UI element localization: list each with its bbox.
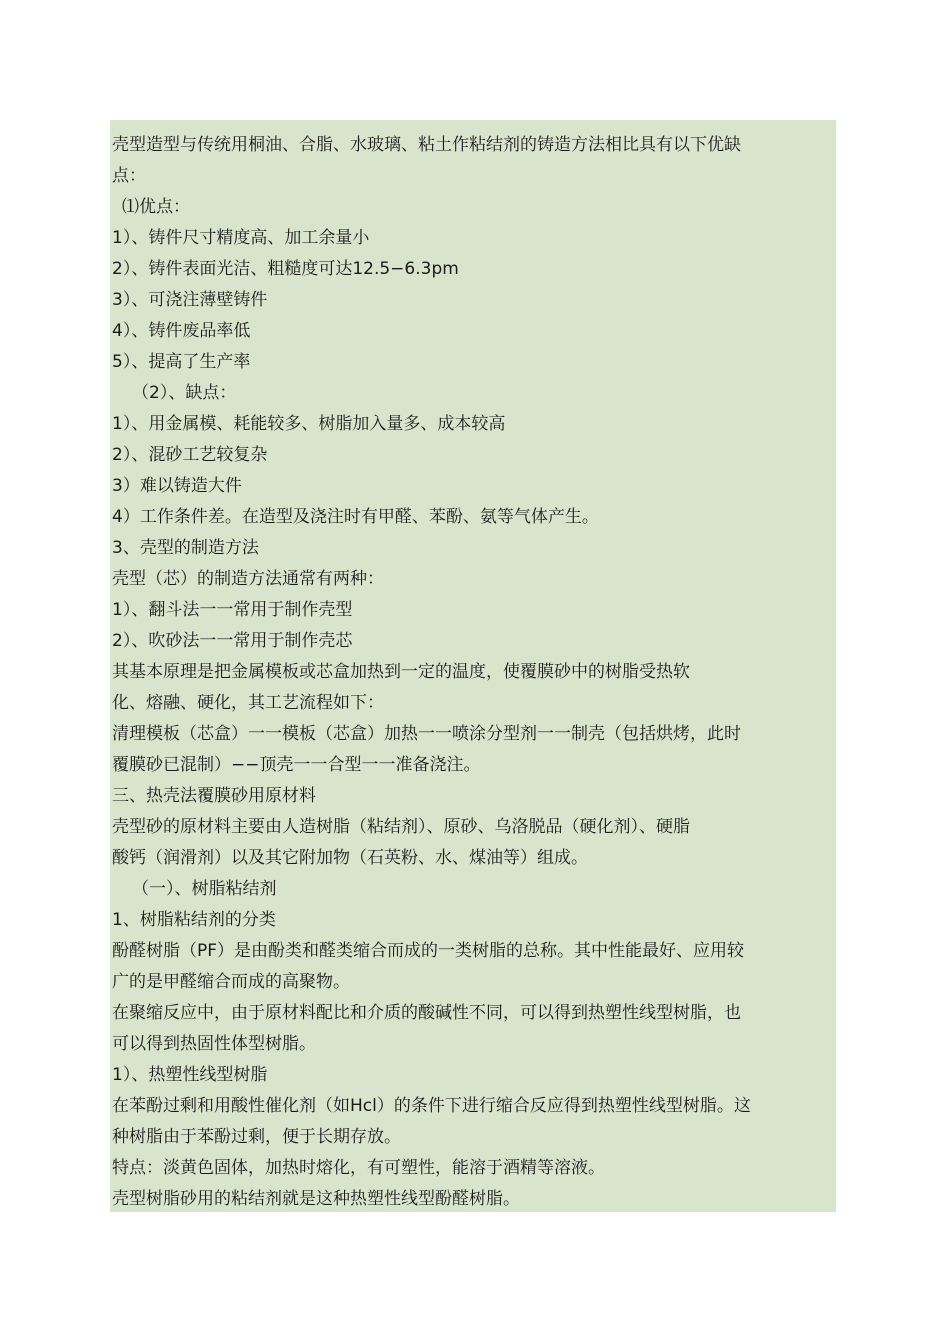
- text-line: 壳型树脂砂用的粘结剂就是这种热塑性线型酚醛树脂。: [112, 1189, 520, 1209]
- text-line: 壳型造型与传统用桐油、合脂、水玻璃、粘土作粘结剂的铸造方法相比具有以下优缺: [112, 135, 741, 155]
- section-heading: 3、壳型的制造方法: [112, 538, 259, 558]
- text-line: 4）、铸件废品率低: [112, 321, 251, 341]
- subsection-heading: （一）、树脂粘结剂: [132, 879, 277, 899]
- text-line: 可以得到热固性体型树脂。: [112, 1034, 316, 1054]
- highlighted-text-block: [110, 120, 836, 1212]
- text-line: 3）、可浇注薄壁铸件: [112, 290, 268, 310]
- text-line: 壳型（芯）的制造方法通常有两种：: [112, 569, 384, 589]
- subsection-heading: 1、树脂粘结剂的分类: [112, 910, 276, 930]
- text-line: 清理模板（芯盒）一一模板（芯盒）加热一一喷涂分型剂一一制壳（包括烘烤，此时: [112, 724, 741, 744]
- text-line: 1）、铸件尺寸精度高、加工余量小: [112, 228, 370, 248]
- text-line: 2）、铸件表面光洁、粗糙度可达12.5−6.3pm: [112, 259, 459, 279]
- text-line: 广的是甲醛缩合而成的高聚物。: [112, 972, 350, 992]
- text-line: 种树脂由于苯酚过剩，便于长期存放。: [112, 1127, 401, 1147]
- text-line: 在聚缩反应中，由于原材料配比和介质的酸碱性不同，可以得到热塑性线型树脂，也: [112, 1003, 741, 1023]
- text-line: 酚醛树脂（PF）是由酚类和醛类缩合而成的一类树脂的总称。其中性能最好、应用较: [112, 941, 745, 961]
- text-line: 1）、用金属模、耗能较多、树脂加入量多、成本较高: [112, 414, 506, 434]
- text-line: ⑴优点：: [122, 197, 190, 217]
- text-line: 4）工作条件差。在造型及浇注时有甲醛、苯酚、氨等气体产生。: [112, 507, 599, 527]
- text-line: 特点：淡黄色固体，加热时熔化，有可塑性，能溶于酒精等溶液。: [112, 1158, 605, 1178]
- text-line: 覆膜砂已混制）−−顶壳一一合型一一准备浇注。: [112, 755, 481, 775]
- section-heading: 三、热壳法覆膜砂用原材料: [112, 786, 316, 806]
- text-line: 2）、混砂工艺较复杂: [112, 445, 268, 465]
- text-line: 2）、吹砂法一一常用于制作壳芯: [112, 631, 353, 651]
- text-line: （2）、缺点：: [132, 383, 237, 403]
- text-line: 3）难以铸造大件: [112, 476, 242, 496]
- text-line: 其基本原理是把金属模板或芯盒加热到一定的温度，使覆膜砂中的树脂受热软: [112, 662, 690, 682]
- text-line: 化、熔融、硬化，其工艺流程如下：: [112, 693, 384, 713]
- text-line: 1）、翻斗法一一常用于制作壳型: [112, 600, 353, 620]
- text-line: 壳型砂的原材料主要由人造树脂（粘结剂）、原砂、乌洛脱品（硬化剂）、硬脂: [112, 817, 690, 837]
- text-line: 1）、热塑性线型树脂: [112, 1065, 268, 1085]
- text-line: 酸钙（润滑剂）以及其它附加物（石英粉、水、煤油等）组成。: [112, 848, 588, 868]
- text-line: 在苯酚过剩和用酸性催化剂（如Hcl）的条件下进行缩合反应得到热塑性线型树脂。这: [112, 1096, 751, 1116]
- text-line: 点：: [112, 166, 146, 186]
- text-line: 5）、提高了生产率: [112, 352, 251, 372]
